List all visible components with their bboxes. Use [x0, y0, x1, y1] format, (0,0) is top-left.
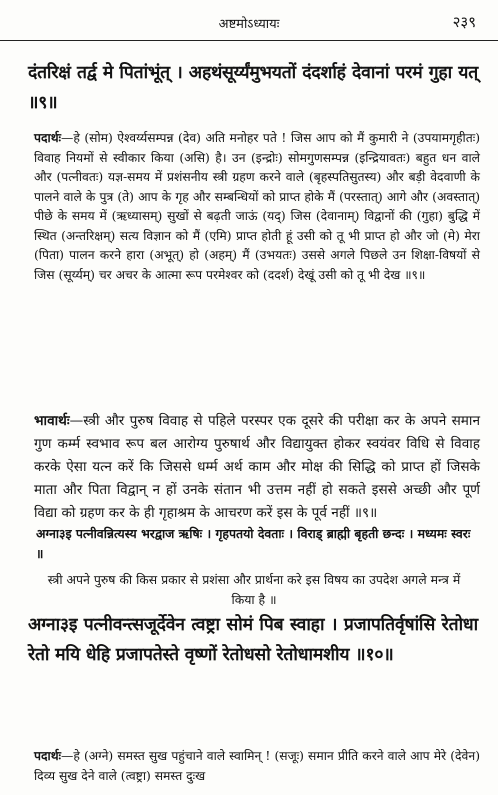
- mantra-metadata: अग्ना३इ पत्नीवन्नित्यस्य भरद्वाज ऋषिः । गृहपतयो देवताः । विराड् ब्राह्मी बृहती छन्दः । मध्यमः स्वरः ॥: [36, 526, 471, 561]
- word-meaning-text: —हे (अग्ने) समस्त सुख पहुंचाने वाले स्वामिन् ! (सजूः) समान प्रीति करने वाले आप मेरे (देवेन) दिव्य सुख देने वाले (त्वष्ट्रा) समस्त दुःख: [34, 749, 480, 783]
- word-meaning-9: [34, 128, 480, 285]
- purport-9: [34, 410, 480, 525]
- purport-text: —स्त्री और पुरुष विवाह से पहिले परस्पर एक दूसरे की परीक्षा कर के अपने समान गुण कर्म्म स्वभाव रूप बल आरोग्य पुरुषार्थ और विद्यायुक्त होकर स्वयंवर विधि से विवाह करके ऐसा यत्न करें कि जिससे धर्म्म अर्थ काम और मोक्ष की सिद्धि को प्राप्त हों जिसके माता और पिता विद्वान् न हों उनके संतान भी उत्तम नहीं हो सकते इससे अच्छी और पूर्ण विद्या को ग्रहण कर के ही गृहाश्रम के आचरण करें इस के पूर्व नहीं ॥९॥: [34, 413, 480, 521]
- mantra-verse-9: दंतरिक्षं तर्द्व मे पितांभूंत् । अहथंसूर्य्यंमुभयतों दंदर्शाहं देवानां परमं गुहा यत् ॥९॥: [28, 63, 478, 113]
- mantra-verse-10: अग्ना३इ पत्नीवन्त्सजूर्देवेन त्वष्ट्रा सोमं पिब स्वाहा । प्रजापतिर्वृषांसि रेतोधा रेतो मयि धेहि प्रजापतेस्ते वृष्णों रेतोधसो रेतोधामशीय ॥१०॥: [28, 615, 478, 665]
- word-meaning-text: —हे (सोम) ऐश्वर्य्यसम्पन्न (देव) अति मनोहर पते ! जिस आप को मैं कुमारी ने (उपयामगृहीतः) विवाह नियमों से स्वीकार किया (असि) है। उन (इन्द्रोः) सोमगुणसम्पन्न (इन्द्रियावतः) बहुत धन वाले और (पत्नीवतः) यज्ञ-समय में प्रशंसनीय स्त्री ग्रहण करने वाले (बृहस्पतिसुतस्य) और बड़ी वेदवाणी के पालने वाले के पुत्र (ते) आप के गृह और सम्बन्धियों को प्राप्त होके मैं (परस्तात्) आगे और (अवस्तात्) पीछे के समय में (ऋध्यासम्) सुखों से बढ़ती जाऊं (यद्) जिस (देवानाम्) विद्वानों की (गुहा) बुद्धि में स्थित (अन्तरिक्षम्) सत्य विज्ञान को मैं (एमि) प्राप्त होती हूं उसी को तू भी प्राप्त हो और जो (मे) मेरा (पिता) पालन करने हारा (अभूत्) हो (अहम्) मैं (उभयतः) उससे अगले पिछले उन शिक्षा-विषयों से जिस (सूर्य्यम्) चर अचर के आत्मा रूप परमेश्वर को (ददर्श) देखूं उसी को तू भी देख ॥९॥: [34, 131, 480, 282]
- word-meaning-label: पदार्थः: [34, 748, 62, 763]
- page-number: २३९: [452, 13, 476, 31]
- mantra-introduction: स्त्री अपने पुरुष की किस प्रकार से प्रशंसा और प्रार्थना करे इस विषय का उपदेश अगले मन्त्र में किया है ॥: [47, 572, 461, 607]
- running-head: अष्टमोऽध्यायः: [218, 17, 280, 32]
- purport-label: भावार्थः: [34, 413, 70, 429]
- page-header: [0, 0, 498, 41]
- word-meaning-10: [34, 746, 480, 786]
- word-meaning-label: पदार्थः: [34, 130, 62, 145]
